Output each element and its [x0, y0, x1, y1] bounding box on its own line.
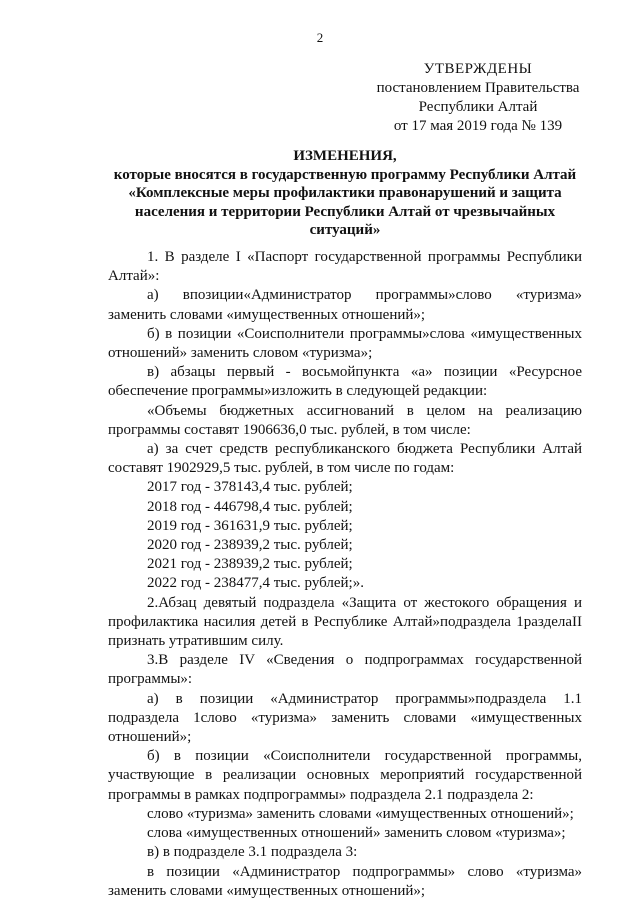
- heading-line: населения и территории Республики Алтай от чрезвычайных: [134, 203, 556, 220]
- heading-title: ИЗМЕНЕНИЯ,: [293, 148, 397, 164]
- paragraph: 2018 год - 446798,4 тыс. рублей;: [147, 498, 353, 515]
- document-heading: [108, 147, 582, 240]
- paragraph: а) в позиции «Администратор программы»подраздела 1.1 подраздела 1слово «туризма» заменить словами «имущественных отношений»;: [108, 690, 582, 746]
- approval-line: постановлением Правительства: [376, 80, 580, 96]
- document-body: [108, 248, 582, 901]
- paragraph: в позиции «Администратор подпрограммы» слово «туризма» заменить словами «имущественных отношений»;: [108, 863, 582, 899]
- approval-line: от 17 мая 2019 года № 139: [393, 118, 563, 134]
- page-number: 2: [316, 30, 324, 45]
- paragraph: б) в позиции «Соисполнители государственной программы, участвующие в реализации основных мероприятий государственной программы в рамках подпрограммы» подраздела 2.1 подраздела 2:: [108, 748, 582, 803]
- approval-title: УТВЕРЖДЕНЫ: [423, 61, 533, 77]
- paragraph: слово «туризма» заменить словами «имущественных отношений»;: [147, 805, 574, 822]
- paragraph: а) впозиции«Администратор программы»слово «туризма» заменить словами «имущественных отношений»;: [108, 287, 582, 323]
- paragraph: 2.Абзац девятый подраздела «Защита от жестокого обращения и профилактика насилия детей в Республике Алтай»подраздела 1разделаII признать утратившим силу.: [108, 594, 582, 650]
- paragraph: 3.В разделе IV «Сведения о подпрограммах государственной программы»:: [108, 652, 582, 688]
- approval-line: Республики Алтай: [418, 99, 538, 115]
- heading-line: которые вносятся в государственную программу Республики Алтай: [113, 166, 577, 183]
- paragraph: 2019 год - 361631,9 тыс. рублей;: [147, 517, 353, 534]
- approval-block: [370, 60, 586, 136]
- paragraph: 2020 год - 238939,2 тыс. рублей;: [147, 537, 353, 554]
- heading-line: ситуаций»: [309, 222, 381, 238]
- paragraph: «Объемы бюджетных ассигнований в целом на реализацию программы составят 1906636,0 тыс. рублей, в том числе:: [108, 402, 582, 438]
- paragraph: 2017 год - 378143,4 тыс. рублей;: [147, 479, 353, 496]
- paragraph: в) в подразделе 3.1 подраздела 3:: [147, 844, 358, 861]
- paragraph: б) в позиции «Соисполнители программы»слова «имущественных отношений» заменить словом «туризма»;: [108, 325, 582, 362]
- paragraph: 2022 год - 238477,4 тыс. рублей;».: [147, 575, 364, 592]
- paragraph: в) абзацы первый - восьмойпункта «а» позиции «Ресурсное обеспечение программы»изложить в следующей редакции:: [108, 364, 582, 400]
- paragraph: 1. В разделе I «Паспорт государственной программы Республики Алтай»:: [108, 249, 582, 285]
- paragraph: 2021 год - 238939,2 тыс. рублей;: [147, 556, 353, 573]
- paragraph: слова «имущественных отношений» заменить словом «туризма»;: [147, 825, 566, 842]
- paragraph: а) за счет средств республиканского бюджета Республики Алтай составят 1902929,5 тыс. рублей, в том числе по годам:: [108, 441, 582, 477]
- heading-line: «Комплексные меры профилактики правонарушений и защита: [128, 185, 562, 201]
